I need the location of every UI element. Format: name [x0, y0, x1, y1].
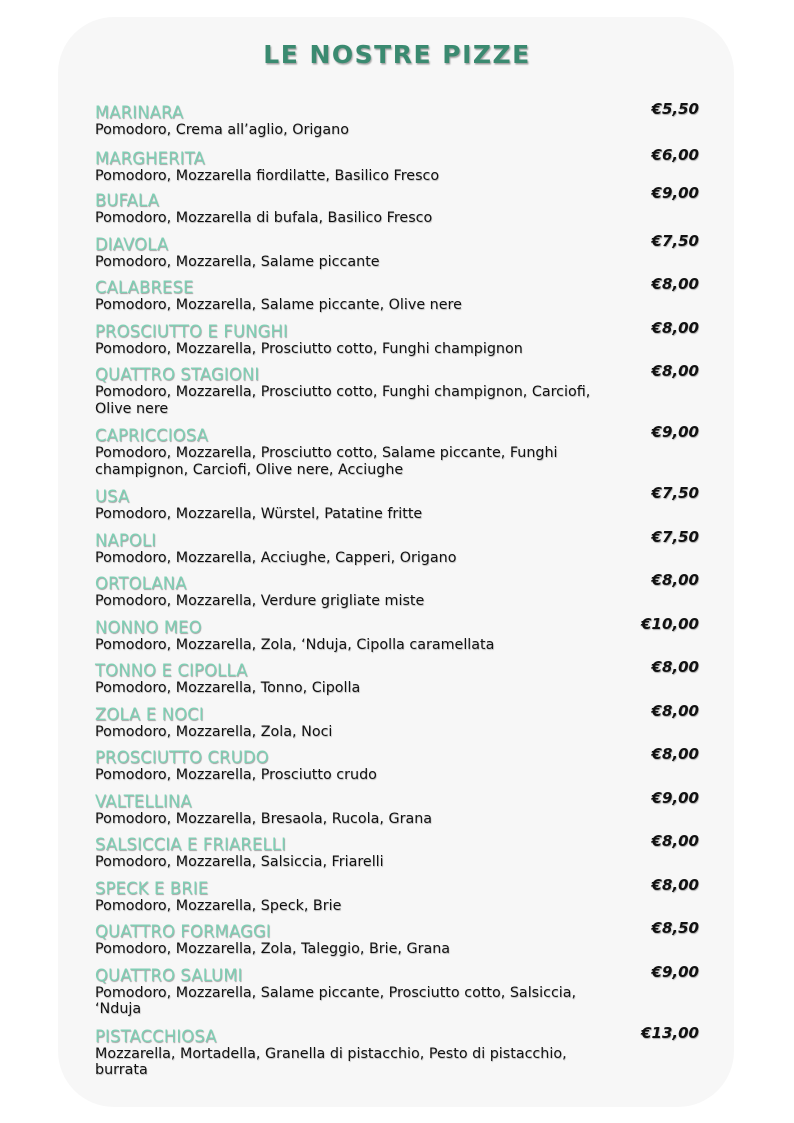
menu-item [95, 423, 699, 478]
menu-item [95, 527, 699, 567]
pizza-menu-list [95, 100, 699, 1079]
pizza-name: MARINARA [95, 103, 184, 122]
menu-item [95, 1023, 699, 1079]
pizza-name: PROSCIUTTO E FUNGHI [95, 321, 288, 341]
pizza-price: €8,00 [651, 832, 699, 850]
menu-item [95, 145, 699, 185]
pizza-name: USA [95, 487, 130, 506]
pizza-name: ORTOLANA [95, 574, 187, 593]
menu-item [95, 962, 699, 1018]
pizza-ingredients: Pomodoro, Mozzarella, Zola, Taleggio, Brie, Grana [95, 941, 451, 957]
menu-item [95, 614, 699, 654]
pizza-ingredients: Pomodoro, Mozzarella, Tonno, Cipolla [95, 680, 361, 696]
pizza-price: €8,50 [651, 919, 699, 937]
pizza-name: BUFALA [95, 191, 160, 210]
menu-item [95, 701, 699, 741]
pizza-name: NONNO MEO [95, 617, 202, 637]
pizza-price: €13,00 [641, 1023, 699, 1042]
pizza-price: €10,00 [641, 614, 699, 633]
pizza-name: SPECK E BRIE [95, 878, 209, 898]
pizza-ingredients: Pomodoro, Mozzarella, Salsiccia, Friarelli [95, 854, 384, 870]
pizza-ingredients: Pomodoro, Crema all’aglio, Origano [95, 122, 349, 138]
pizza-ingredients: Pomodoro, Mozzarella, Prosciutto cotto, Funghi champignon, Carciofi, Olive nere [95, 384, 591, 417]
menu-item [95, 875, 699, 915]
pizza-ingredients: Pomodoro, Mozzarella, Acciughe, Capperi, Origano [95, 549, 457, 566]
pizza-name: VALTELLINA [95, 791, 192, 811]
pizza-price: €9,00 [651, 184, 699, 202]
pizza-price: €8,00 [651, 362, 699, 380]
pizza-ingredients: Pomodoro, Mozzarella, Bresaola, Rucola, Grana [95, 810, 433, 827]
pizza-ingredients: Pomodoro, Mozzarella, Salame piccante, Olive nere [95, 297, 462, 313]
pizza-price: €8,00 [651, 745, 699, 763]
pizza-name: NAPOLI [95, 530, 157, 550]
pizza-price: €8,00 [651, 275, 699, 293]
pizza-name: SALSICCIA E FRIARELLI [95, 835, 287, 854]
pizza-ingredients: Pomodoro, Mozzarella, Prosciutto cotto, Funghi champignon [95, 340, 523, 357]
pizza-name: TONNO E CIPOLLA [95, 661, 248, 680]
pizza-price: €8,00 [651, 658, 699, 676]
pizza-ingredients: Mozzarella, Mortadella, Granella di pistacchio, Pesto di pistacchio, burrata [95, 1045, 567, 1078]
menu-item [95, 184, 699, 227]
menu-item [95, 832, 699, 871]
menu-item [95, 275, 699, 314]
pizza-name: QUATTRO SALUMI [95, 965, 243, 985]
pizza-price: €8,00 [651, 571, 699, 589]
pizza-name: PROSCIUTTO CRUDO [95, 748, 269, 767]
menu-item [95, 788, 699, 828]
pizza-ingredients: Pomodoro, Mozzarella di bufala, Basilico Fresco [95, 210, 433, 226]
pizza-name: CAPRICCIOSA [95, 426, 209, 445]
pizza-name: CALABRESE [95, 278, 194, 297]
pizza-ingredients: Pomodoro, Mozzarella, Verdure grigliate miste [95, 593, 425, 609]
pizza-ingredients: Pomodoro, Mozzarella, Prosciutto cotto, Salame piccante, Funghi champignon, Carciofi, Olive nere, Acciughe [95, 445, 558, 478]
menu-item [95, 745, 699, 784]
pizza-ingredients: Pomodoro, Mozzarella, Salame piccante [95, 253, 380, 270]
pizza-price: €9,00 [651, 962, 699, 981]
pizza-name: PISTACCHIOSA [95, 1026, 217, 1046]
menu-item [95, 362, 699, 417]
pizza-ingredients: Pomodoro, Mozzarella, Würstel, Patatine fritte [95, 506, 423, 522]
pizza-price: €7,50 [651, 484, 699, 502]
pizza-price: €9,00 [651, 423, 699, 441]
pizza-price: €8,00 [651, 318, 699, 337]
menu-item [95, 484, 699, 523]
pizza-name: MARGHERITA [95, 148, 206, 168]
pizza-ingredients: Pomodoro, Mozzarella, Prosciutto crudo [95, 767, 377, 783]
pizza-ingredients: Pomodoro, Mozzarella fiordilatte, Basilico Fresco [95, 167, 440, 184]
menu-item [95, 919, 699, 958]
page-title: LE NOSTRE PIZZE [263, 40, 531, 69]
pizza-price: €8,00 [651, 875, 699, 894]
menu-item [95, 571, 699, 610]
pizza-price: €8,00 [651, 701, 699, 720]
pizza-ingredients: Pomodoro, Mozzarella, Zola, ‘Nduja, Cipolla caramellata [95, 636, 495, 653]
pizza-name: ZOLA E NOCI [95, 704, 204, 724]
menu-item [95, 318, 699, 358]
menu-item [95, 658, 699, 697]
menu-item [95, 100, 699, 139]
pizza-ingredients: Pomodoro, Mozzarella, Speck, Brie [95, 897, 342, 914]
pizza-price: €7,50 [651, 527, 699, 546]
pizza-name: QUATTRO FORMAGGI [95, 922, 271, 941]
pizza-price: €5,50 [651, 100, 699, 118]
menu-item [95, 231, 699, 271]
pizza-name: DIAVOLA [95, 234, 169, 254]
pizza-ingredients: Pomodoro, Mozzarella, Salame piccante, Prosciutto cotto, Salsiccia, ‘Nduja [95, 984, 577, 1017]
pizza-name: QUATTRO STAGIONI [95, 365, 260, 384]
pizza-price: €9,00 [651, 788, 699, 807]
pizza-price: €7,50 [651, 231, 699, 250]
pizza-price: €6,00 [651, 145, 699, 164]
pizza-ingredients: Pomodoro, Mozzarella, Zola, Noci [95, 723, 333, 740]
